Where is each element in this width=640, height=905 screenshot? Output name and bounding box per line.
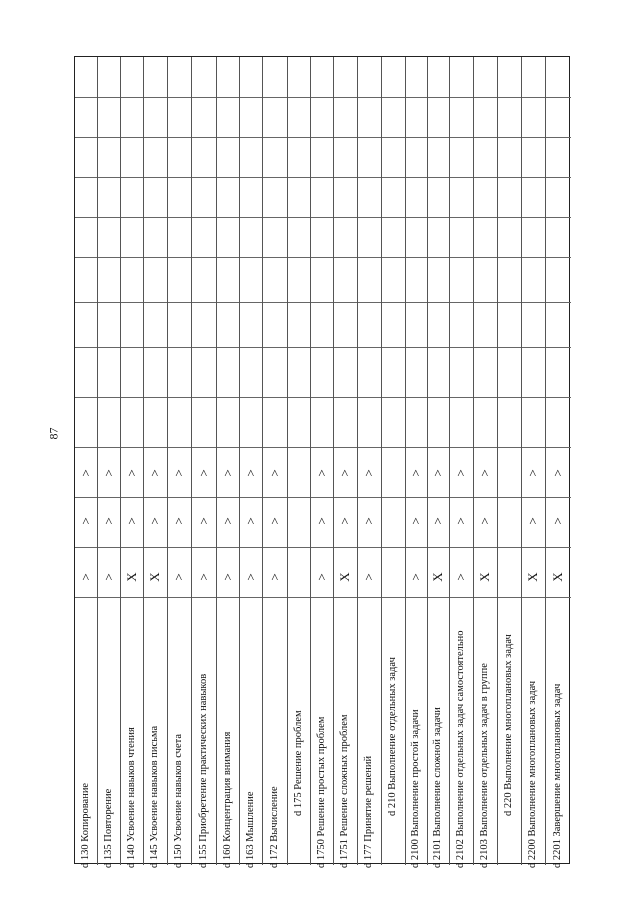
check-mark: > (430, 469, 445, 477)
section-heading: d 220 Выполнение многоплановых задач (503, 634, 514, 816)
check-mark: > (219, 469, 235, 477)
check-mark: > (525, 517, 540, 525)
cross-mark: X (525, 572, 540, 582)
check-mark: > (361, 469, 376, 477)
check-mark: > (123, 469, 139, 477)
check-mark: > (550, 517, 565, 525)
row-divider (239, 57, 240, 865)
check-mark: > (430, 517, 445, 525)
check-mark: > (266, 573, 282, 581)
row-divider (167, 57, 168, 865)
check-mark: > (453, 469, 468, 477)
check-mark: > (147, 469, 162, 477)
check-mark: > (100, 517, 116, 525)
row-label: d 145 Усвоение навыков письма (149, 725, 160, 868)
check-mark: > (242, 573, 258, 581)
section-heading: d 175 Решение проблем (292, 710, 304, 816)
check-mark: > (78, 573, 93, 581)
check-mark: > (219, 573, 235, 581)
check-mark: > (408, 469, 423, 477)
cross-mark: X (430, 572, 445, 582)
row-label: d 160 Концентрация внимания (221, 731, 233, 868)
check-mark: > (195, 469, 211, 477)
check-mark: > (171, 517, 186, 525)
row-label: d 130 Копирование (80, 782, 91, 868)
row-divider (191, 57, 192, 865)
check-mark: > (266, 469, 282, 477)
check-mark: > (313, 573, 329, 581)
check-mark: > (195, 517, 211, 525)
row-label: d 2103 Выполнение отдельных задач в группе (479, 663, 490, 868)
cross-mark: X (337, 572, 352, 582)
check-mark: > (408, 573, 423, 581)
row-label: d 135 Повторение (102, 788, 114, 868)
row-label: d 150 Усвоение навыков счета (173, 734, 184, 868)
row-label: d 1750 Решение простых проблем (315, 716, 327, 868)
cross-mark: X (477, 572, 492, 582)
row-divider (310, 57, 311, 865)
row-label: d 177 Принятие решений (363, 755, 374, 868)
row-divider (287, 57, 288, 865)
row-divider (521, 57, 522, 865)
check-mark: > (550, 469, 565, 477)
check-mark: > (477, 517, 492, 525)
row-label: d 172 Вычисление (268, 786, 280, 868)
row-divider (545, 57, 546, 865)
check-mark: > (337, 517, 352, 525)
row-label: d 2102 Выполнение отдельных задач самостоятельно (455, 630, 466, 868)
row-divider (449, 57, 450, 865)
row-divider (473, 57, 474, 865)
check-mark: > (78, 469, 93, 477)
row-label: d 2200 Выполнение многоплановых задач (527, 680, 538, 868)
row-label: d 2201 Завершение многоплановых задач (552, 683, 563, 868)
cross-mark: X (147, 572, 162, 582)
check-mark: > (453, 573, 468, 581)
check-mark: > (100, 573, 116, 581)
section-heading: d 210 Выполнение отдельных задач (387, 657, 398, 816)
check-mark: > (100, 469, 116, 477)
check-mark: > (171, 573, 186, 581)
row-label: d 155 Приобретение практических навыков (197, 673, 209, 868)
cross-mark: X (123, 572, 139, 582)
row-label: d 140 Усвоение навыков чтения (125, 727, 137, 868)
check-mark: > (361, 517, 376, 525)
check-mark: > (219, 517, 235, 525)
assessment-table-sheet (74, 56, 570, 868)
row-label: d 1751 Решение сложных проблем (339, 714, 350, 868)
row-divider (333, 57, 334, 865)
row-divider (97, 57, 98, 865)
row-divider (427, 57, 428, 865)
check-mark: > (242, 469, 258, 477)
row-divider (497, 57, 498, 865)
check-mark: > (525, 469, 540, 477)
check-mark: > (123, 517, 139, 525)
check-mark: > (337, 469, 352, 477)
row-divider (381, 57, 382, 865)
row-divider (357, 57, 358, 865)
check-mark: > (78, 517, 93, 525)
row-label: d 2100 Выполнение простой задачи (410, 709, 421, 868)
row-divider (262, 57, 263, 865)
check-mark: > (147, 517, 162, 525)
check-mark: > (171, 469, 186, 477)
row-divider (143, 57, 144, 865)
row-divider (120, 57, 121, 865)
cross-mark: X (550, 572, 565, 582)
page-number: 87 (46, 427, 61, 440)
row-label: d 163 Мышление (244, 791, 256, 868)
check-mark: > (313, 469, 329, 477)
check-mark: > (408, 517, 423, 525)
check-mark: > (313, 517, 329, 525)
check-mark: > (266, 517, 282, 525)
check-mark: > (453, 517, 468, 525)
check-mark: > (242, 517, 258, 525)
row-divider (405, 57, 406, 865)
assessment-table (74, 56, 570, 868)
row-divider (216, 57, 217, 865)
row-label: d 2101 Выполнение сложной задачи (432, 707, 443, 868)
check-mark: > (361, 573, 376, 581)
check-mark: > (195, 573, 211, 581)
check-mark: > (477, 469, 492, 477)
